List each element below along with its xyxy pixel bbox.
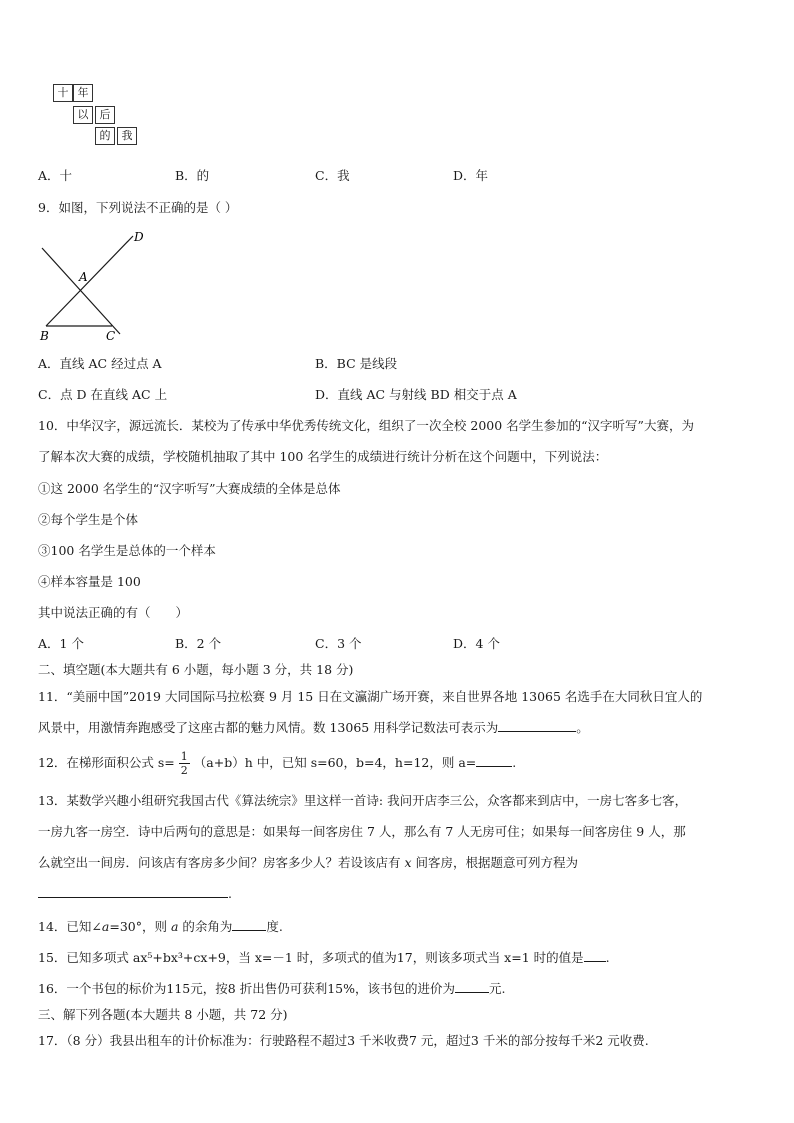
q10-option-c: C．3 个: [315, 636, 362, 651]
q9-geometry-figure: [30, 226, 160, 344]
q12-answer-blank: [476, 765, 512, 767]
grid-cell: 以: [73, 106, 93, 124]
q17-line: 17．（8 分）我县出租车的计价标准为：行驶路程不超过3 千米收费7 元，超过3 千米的部分按每千米2 元收费.: [38, 1033, 649, 1048]
q15-tail: .: [605, 950, 610, 965]
q14-post: 的余角为: [178, 919, 233, 934]
grid-cell: 的: [95, 127, 115, 145]
label-c: C: [106, 329, 116, 343]
q15-line: [38, 948, 610, 966]
q14-pre: 14．已知∠: [38, 919, 102, 934]
grid-cell: 十: [53, 84, 73, 102]
q10-option-b: B．2 个: [175, 636, 222, 651]
q13-line3: [38, 853, 578, 871]
q8-option-d: D．年: [453, 168, 489, 183]
q9-stem: 9．如图，下列说法不正确的是（ ）: [38, 200, 238, 215]
q8-option-c: C．我: [315, 168, 350, 183]
q13-answer-blank: [38, 896, 228, 898]
q10-option-a: A．1 个: [38, 636, 84, 651]
q10-line1: 10．中华汉字，源远流长．某校为了传承中华优秀传统文化，组织了一次全校 2000 名学生参加的“汉字听写”大赛，为: [38, 418, 694, 433]
q10-ask: 其中说法正确的有（ ）: [38, 605, 189, 620]
ray-bd: [46, 236, 133, 326]
label-a: A: [79, 270, 88, 284]
q9-option-b: B．BC 是线段: [315, 356, 398, 371]
q14-answer-blank: [232, 929, 266, 931]
q16-line: [38, 979, 505, 997]
q10-statement-1: ①这 2000 名学生的“汉字听写”大赛成绩的全体是总体: [38, 481, 341, 496]
q11-answer-blank: [498, 730, 576, 732]
q16-text: 16．一个书包的标价为115元，按8 折出售仍可获利15%，该书包的进价为: [38, 981, 455, 996]
q14-variable-a2: a: [170, 919, 179, 934]
q10-option-d: D．4 个: [453, 636, 500, 651]
q13-line1: 13．某数学兴趣小组研究我国古代《算法统宗》里这样一首诗: 我问开店李三公，众客都来到店中，一房七客多七客，: [38, 793, 688, 808]
q12-tail: .: [512, 755, 517, 770]
q11-tail: 。: [576, 720, 589, 735]
q11-text: 风景中，用激情奔跑感受了这座古都的魅力风情。数 13065 用科学记数法可表示为: [38, 720, 499, 735]
label-b: B: [40, 329, 49, 343]
q16-tail: 元.: [488, 981, 506, 996]
q13-line2: 一房九客一房空．诗中后两句的意思是：如果每一间客房住 7 人，那么有 7 人无房可住；如果每一间客房住 9 人，那: [38, 824, 686, 839]
q15-answer-blank: [584, 960, 606, 962]
q11-line1: 11．“美丽中国”2019 大同国际马拉松赛 9 月 15 日在文瀛湖广场开赛，来自世界各地 13065 名选手在大同秋日宜人的: [38, 689, 703, 704]
q12-pre: 12．在梯形面积公式 s=: [38, 755, 175, 770]
q10-statement-4: ④样本容量是 100: [38, 574, 141, 589]
label-d: D: [134, 230, 144, 244]
q10-statement-2: ②每个学生是个体: [38, 512, 139, 527]
q14-mid: =30°，则: [109, 919, 171, 934]
q10-line2: 了解本次大赛的成绩，学校随机抽取了其中 100 名学生的成绩进行统计分析在这个问题中，下列说法：: [38, 449, 608, 464]
q12-fraction: [179, 750, 190, 777]
q13-answer-line: [38, 886, 232, 901]
q16-answer-blank: [455, 991, 489, 993]
q9-option-a: A．直线 AC 经过点 A: [38, 356, 162, 371]
grid-cell: 我: [117, 127, 137, 145]
grid-cell: 后: [95, 106, 115, 124]
q15-text: 15．已知多项式 ax⁵+bx³+cx+9，当 x=－1 时，多项式的值为17，则该多项式当 x=1 时的值是: [38, 950, 584, 965]
q11-line2: [38, 718, 589, 736]
q8-option-b: B．的: [175, 168, 210, 183]
section-3-heading: 三、解下列各题(本大题共 8 小题，共 72 分): [38, 1007, 288, 1022]
q14-variable-a: a: [101, 919, 110, 934]
fraction-numerator: 1: [180, 750, 188, 763]
fraction-denominator: 2: [180, 764, 188, 777]
grid-cell: 年: [73, 84, 93, 102]
q13-line3-a: 么就空出一间房．问该店有客房多少间？房客多少人？若设该店有: [38, 855, 405, 870]
q14-line: [38, 917, 283, 935]
q12-line: [38, 750, 516, 777]
q9-option-d: D．直线 AC 与射线 BD 相交于点 A: [315, 387, 517, 402]
q8-option-a: A．十: [38, 168, 73, 183]
q13-line3-b: 间客房，根据题意可列方程为: [411, 855, 579, 870]
q12-post: （a+b）h 中，已知 s=60，b=4，h=12，则 a=: [193, 755, 477, 770]
q10-statement-3: ③100 名学生是总体的一个样本: [38, 543, 216, 558]
section-2-heading: 二、填空题(本大题共有 6 小题，每小题 3 分，共 18 分): [38, 662, 354, 677]
q13-tail: .: [228, 886, 232, 901]
q14-tail: 度.: [266, 919, 283, 934]
q9-option-c: C．点 D 在直线 AC 上: [38, 387, 168, 402]
q13-variable-x: x: [404, 855, 412, 870]
